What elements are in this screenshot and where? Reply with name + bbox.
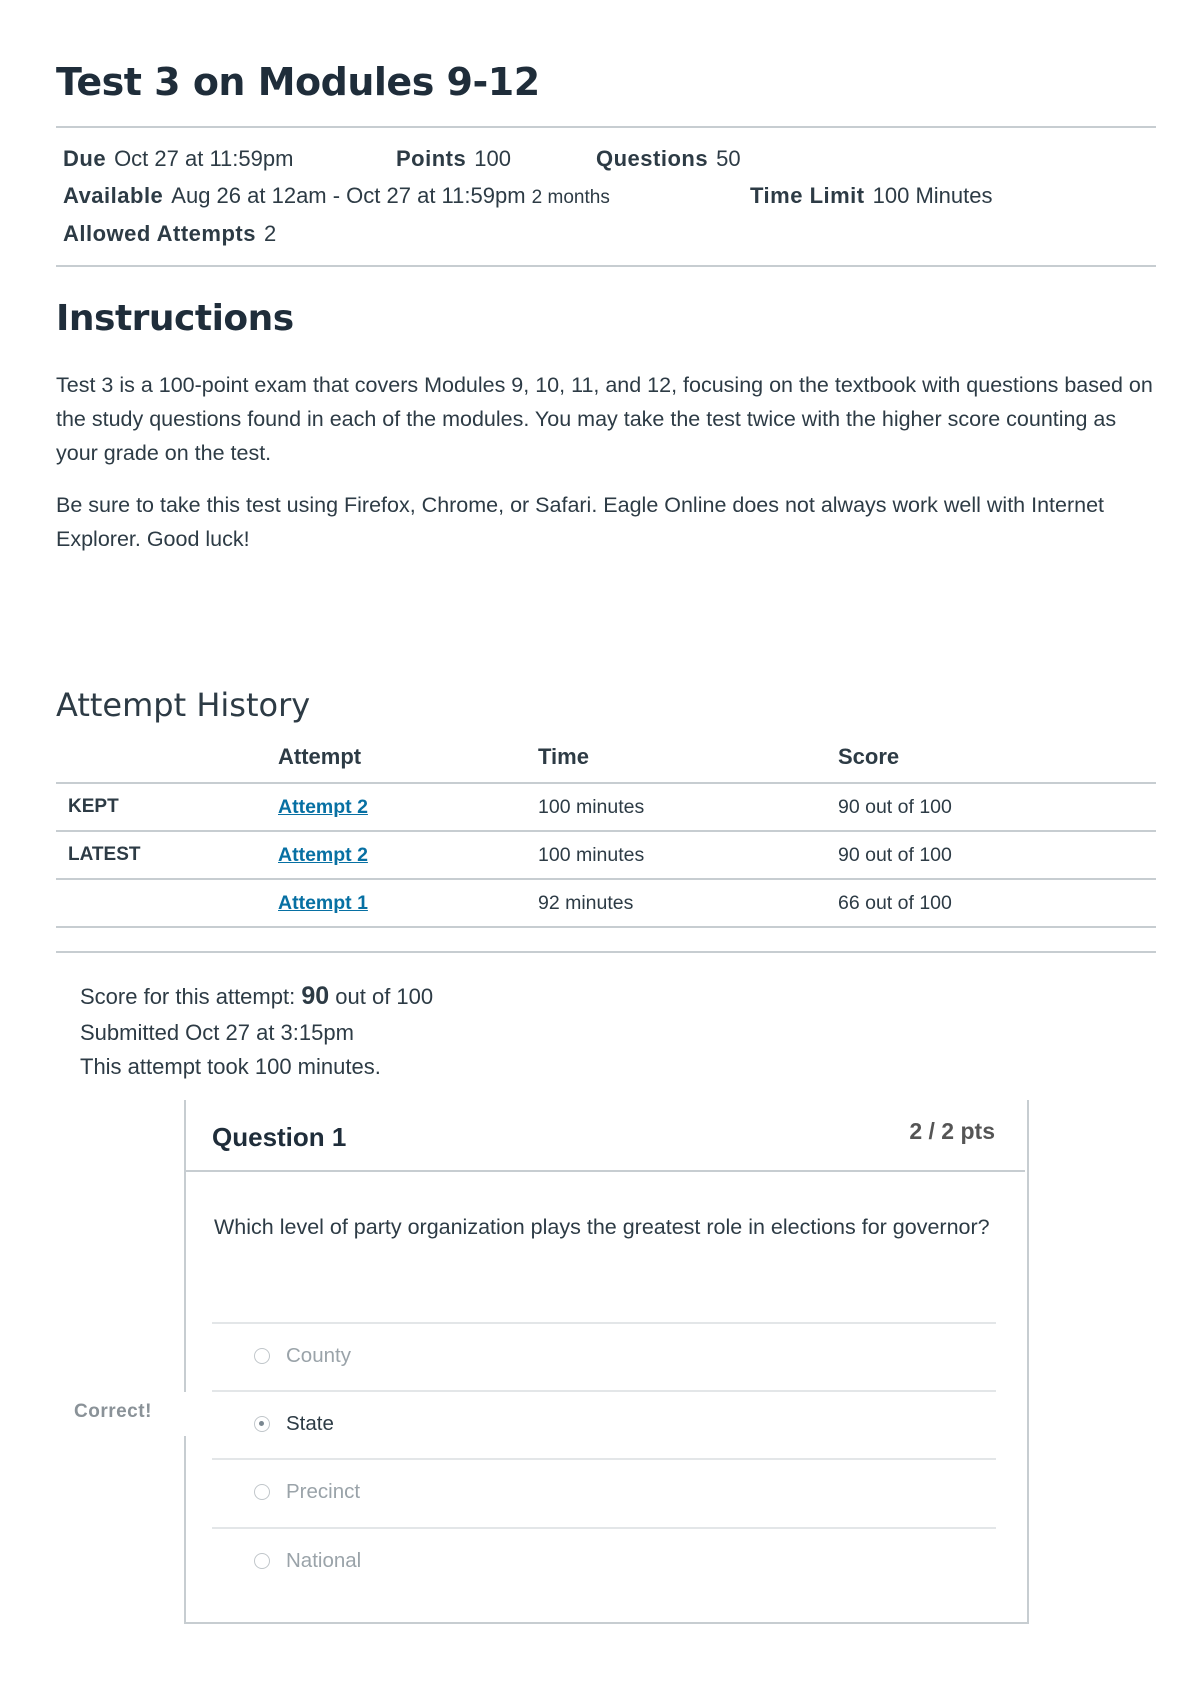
available-label: Available [63,183,164,208]
time-limit-label: Time Limit [750,183,865,208]
attempt-time: 100 minutes [538,831,838,879]
answer-option-selected[interactable] [212,1390,996,1458]
score-prefix: Score for this attempt: [80,984,296,1009]
radio-button-icon[interactable] [254,1484,270,1500]
answer-option[interactable] [212,1527,996,1589]
questions-label: Questions [596,146,709,171]
submitted-text: Submitted Oct 27 at 3:15pm [80,1020,354,1045]
table-row [56,831,1156,879]
column-header: Attempt [278,744,538,783]
attempt-time: 92 minutes [538,879,838,927]
table-header-row [56,744,1156,783]
score-suffix: out of 100 [335,984,434,1009]
attempt-link[interactable]: Attempt 2 [278,843,368,866]
column-header: Time [538,744,838,783]
attempt-history-heading: Attempt History [56,686,311,724]
points-label: Points [396,146,467,171]
attempt-score-summary [80,982,433,1011]
answer-text: County [286,1344,351,1367]
attempt-link[interactable]: Attempt 2 [278,795,368,818]
attempt-score: 90 out of 100 [838,831,1156,879]
attempt-score: 66 out of 100 [838,879,1156,927]
points-meta [396,146,511,172]
attempt-duration-text: This attempt took 100 minutes. [80,1054,381,1079]
correct-flag-connector [184,1392,186,1436]
due-label: Due [63,146,107,171]
attempt-link[interactable]: Attempt 1 [278,891,368,914]
column-header [56,744,278,783]
available-meta [63,183,610,209]
quiz-meta-row-1 [63,146,293,172]
divider [56,126,1156,128]
attempt-history-table [56,744,1156,928]
attempt-status-label: KEPT [56,783,278,831]
attempts-meta [63,221,276,247]
allowed-attempts-label: Allowed Attempts [63,221,256,246]
attempt-score: 90 out of 100 [838,783,1156,831]
available-duration: 2 months [531,187,610,208]
radio-button-icon[interactable] [254,1348,270,1364]
table-row [56,879,1156,927]
answer-option[interactable] [212,1322,996,1390]
radio-button-icon[interactable] [254,1553,270,1569]
points-value: 100 [474,146,511,171]
score-value: 90 [301,982,330,1010]
questions-meta [596,146,741,172]
instructions-paragraph: Be sure to take this test using Firefox, Chrome, or Safari. Eagle Online does not always work well with Internet Explorer. Good luck! [56,493,1105,551]
answer-text: National [286,1549,362,1572]
questions-value: 50 [716,146,741,171]
attempt-status-label: LATEST [56,831,278,879]
instructions-paragraph: Test 3 is a 100-point exam that covers Modules 9, 10, 11, and 12, focusing on the textbook with questions based on the study questions found in each of the modules. You may take the test twice with the higher score counting as your grade on the test. [56,373,1153,465]
due-value: Oct 27 at 11:59pm [114,146,294,171]
allowed-attempts-value: 2 [263,221,277,246]
answer-text: State [286,1412,334,1435]
page-title: Test 3 on Modules 9-12 [56,60,540,104]
answer-option[interactable] [212,1458,996,1526]
question-header [184,1100,1025,1172]
question-title: Question 1 [212,1122,347,1152]
answer-text: Precinct [286,1480,361,1503]
divider [56,951,1156,953]
column-header: Score [838,744,1156,783]
correct-answer-flag: Correct! [74,1401,152,1422]
table-row [56,783,1156,831]
instructions-heading: Instructions [56,298,294,339]
time-limit-value: 100 Minutes [872,183,993,208]
time-limit-meta [750,183,992,209]
attempt-status-label [56,879,278,927]
divider [56,265,1156,267]
attempt-time: 100 minutes [538,783,838,831]
question-text: Which level of party organization plays the greatest role in elections for governor? [214,1215,990,1239]
available-value: Aug 26 at 12am - Oct 27 at 11:59pm [171,183,526,208]
question-points: 2 / 2 pts [909,1118,995,1144]
radio-button-selected-icon[interactable] [254,1416,270,1432]
